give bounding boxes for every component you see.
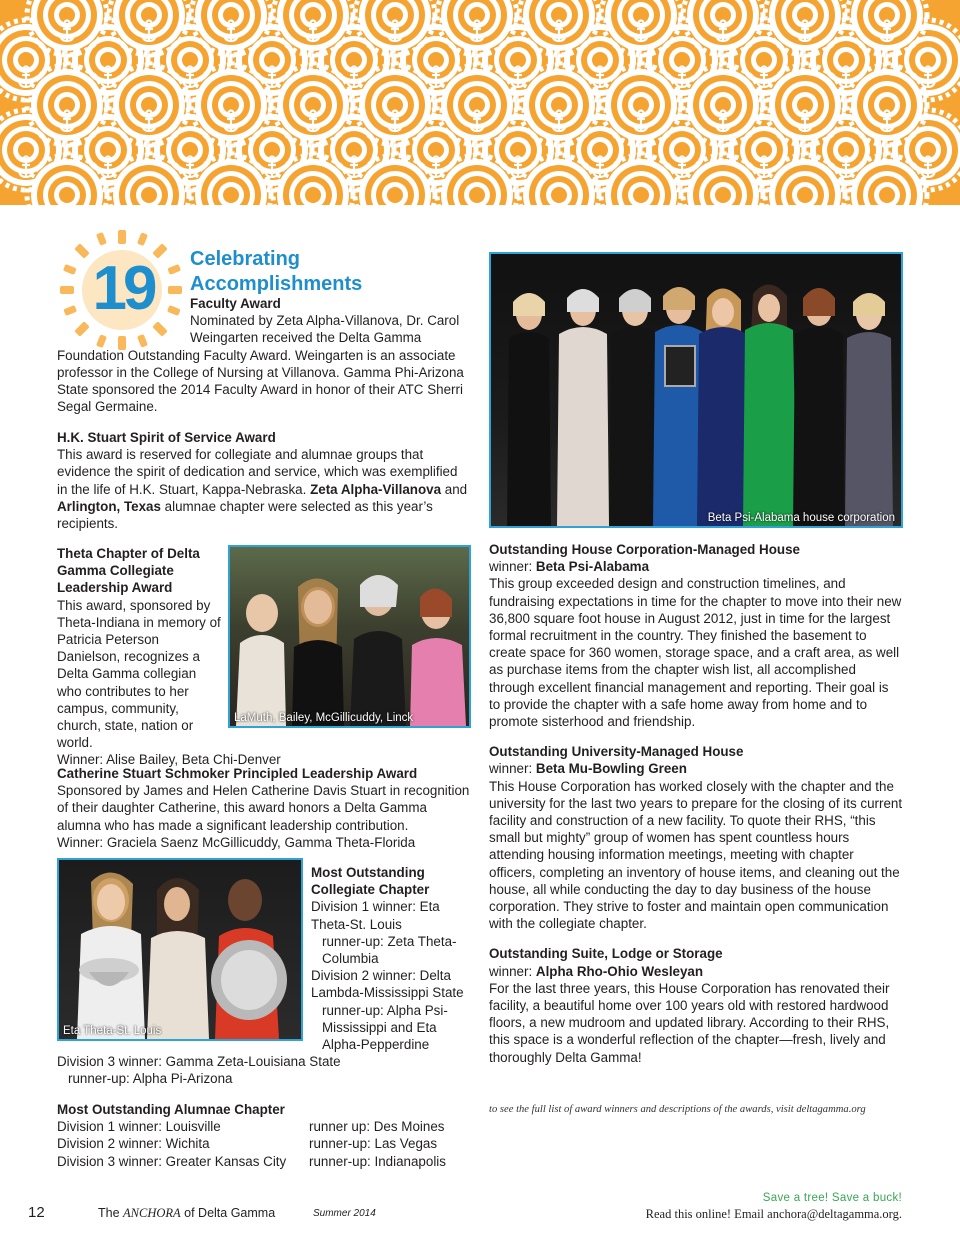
house-corp-winner-label: winner:: [489, 559, 533, 575]
collegiate-div3: Division 3 winner: Gamma Zeta-Louisiana State: [57, 1054, 341, 1069]
save-tree-text: Save a tree! Save a buck!: [762, 1192, 902, 1204]
catherine-award-section: [57, 765, 471, 851]
faculty-award-text: Foundation Outstanding Faculty Award. Weingarten is an associate professor in the College of Nursing at Villanova. Gamma Phi-Arizona State sponsored the 2014 Faculty Award in honor of their ATC Sherri Segal Germaine.: [57, 347, 464, 415]
catherine-award-winner: Winner: Graciela Saenz McGillicuddy, Gamma Theta-Florida: [57, 834, 416, 850]
hk-stuart-winner-2: Arlington, Texas: [57, 498, 161, 514]
alumnae-runner: runner-up: Las Vegas: [309, 1136, 438, 1152]
collegiate-div3-runner: runner-up: Alpha Pi-Arizona: [68, 1071, 233, 1087]
house-corporation-photo: [489, 252, 903, 528]
house-corporation-photo-caption: Beta Psi-Alabama house corporation: [707, 512, 895, 524]
collegiate-div1-runner: runner-up: Zeta Theta-Columbia: [322, 933, 457, 967]
hk-stuart-section: [57, 429, 471, 532]
catherine-award-heading: Catherine Stuart Schmoker Principled Leadership Award: [57, 766, 418, 781]
title-line-2: Accomplishments: [190, 273, 363, 295]
catherine-award-text: Sponsored by James and Helen Catherine Davis Stuart in recognition of their daughter Catherine, this award honors a Delta Gamma alumna who has made a significant leadership contribution.: [57, 783, 470, 833]
suite-section: [489, 945, 903, 1065]
house-corp-heading: Outstanding House Corporation-Managed House: [489, 542, 800, 557]
title-line-1: Celebrating: [190, 248, 301, 270]
publication-prefix: The: [98, 1206, 120, 1220]
page-title: [190, 247, 362, 297]
collegiate-chapter-section: [311, 864, 471, 1053]
university-winner: Beta Mu-Bowling Green: [535, 761, 687, 777]
alumnae-chapter-section: [57, 1101, 471, 1170]
alumnae-winner: Division 1 winner: Louisville: [57, 1119, 221, 1135]
university-winner-line: [489, 760, 903, 777]
read-online-link[interactable]: Read this online! Email anchora@deltagamma.org.: [645, 1207, 902, 1221]
alumnae-row: [57, 1153, 471, 1170]
alumnae-row: [57, 1135, 471, 1152]
suite-winner-label: winner:: [489, 963, 533, 979]
hk-stuart-heading: H.K. Stuart Spirit of Service Award: [57, 430, 276, 445]
collegiate-chapter-photo: [57, 858, 303, 1041]
group-photo-image: [230, 547, 469, 726]
collegiate-chapter-heading: Most Outstanding Collegiate Chapter: [311, 865, 430, 898]
group-award-photo-image: [491, 254, 901, 526]
faculty-award-text-indent: Nominated by Zeta Alpha-Villanova, Dr. Carol Weingarten received the Delta Gamma: [190, 313, 460, 346]
hk-stuart-winner-1: Zeta Alpha-Villanova: [310, 481, 442, 497]
decorative-banner: [0, 0, 960, 205]
theta-photo-caption: LaMuth, Bailey, McGillicuddy, Linck: [234, 712, 414, 724]
hk-stuart-tail: alumnae chapter were selected as this year’s recipients.: [57, 498, 433, 532]
suite-winner: Alpha Rho-Ohio Wesleyan: [535, 963, 704, 979]
full-list-note: to see the full list of award winners and descriptions of the awards, visit deltagamma.org: [489, 1104, 866, 1115]
alumnae-runner: runner up: Des Moines: [309, 1119, 445, 1135]
university-winner-label: winner:: [489, 761, 533, 777]
university-house-text: This House Corporation has worked closely with the chapter and the university for the last two years to prepare for the closing of its current facility and construction of a new facility. To quote their RHS, “this small but mighty” group of women has spent countless hours attending housing information meetings, meeting with chapter officers, completing an inventory of house items, and cleaning out the house, all while conducting the day to day business of the house corporation. They strive to foster and maintain open communication with the collegiate chapter.: [489, 778, 903, 932]
sun-anchor-pattern-icon: [0, 0, 960, 205]
house-corp-winner: Beta Psi-Alabama: [535, 559, 650, 575]
theta-award-winner: Winner: Alise Bailey, Beta Chi-Denver: [57, 752, 281, 768]
house-corp-winner-line: [489, 558, 903, 575]
faculty-award-heading: Faculty Award: [190, 296, 281, 311]
alumnae-chapter-heading: Most Outstanding Alumnae Chapter: [57, 1102, 285, 1117]
theta-award-photo: [228, 545, 471, 728]
collegiate-div1: Division 1 winner: Eta Theta-St. Louis: [311, 899, 440, 932]
collegiate-photo-caption: Eta Theta-St. Louis: [63, 1025, 162, 1037]
theta-award-text: This award, sponsored by Theta-Indiana in memory of Patricia Peterson Danielson, recognizes a Delta Gamma collegian who contributes to her campus, community, church, state, nation or world.: [57, 597, 221, 751]
winners-photo-image: [59, 860, 301, 1039]
alumnae-row: [57, 1118, 471, 1135]
university-house-heading: Outstanding University-Managed House: [489, 744, 744, 760]
issue-date: Summer 2014: [313, 1208, 376, 1219]
alumnae-winner: Division 3 winner: Greater Kansas City: [57, 1153, 287, 1169]
collegiate-div2: Division 2 winner: Delta Lambda-Mississippi State: [311, 968, 464, 1001]
alumnae-runner: runner-up: Indianapolis: [309, 1153, 446, 1169]
collegiate-div2-runner: runner-up: Alpha Psi-Mississippi and Eta Alpha-Pepperdine: [322, 1002, 448, 1053]
publication-name: [98, 1206, 275, 1221]
publication-suffix: of Delta Gamma: [184, 1206, 276, 1220]
hk-stuart-body: This award is reserved for collegiate and alumnae groups that evidence the spirit of dedication and service, which was exemplified in the life of H.K. Stuart, Kappa-Nebraska.: [57, 447, 458, 497]
university-house-section: [489, 743, 903, 932]
house-corp-section: [489, 541, 903, 730]
suite-heading: Outstanding Suite, Lodge or Storage: [489, 946, 723, 962]
page-number: 12: [28, 1204, 45, 1221]
suite-text: For the last three years, this House Corporation has renovated their facility, a beautiful home over 100 years old with restored hardwood floors, a new mudroom and updated library. According to their RHS, this space is a wonderful reflection of the chapter—fresh, lively and thoroughly Delta Gamma!: [489, 980, 890, 1065]
collegiate-div3-block: [57, 1053, 471, 1087]
hk-stuart-text: [57, 446, 471, 532]
house-corp-text: This group exceeded design and construction timelines, and fundraising expectations in time for the chapter to move into their new 36,800 square foot house in August 2012, just in time for the largest formal recruitment in the country. They finished the basement to create space for 360 women, storage space, and a craft area, as well as purchase items from the chapter wish list, all accomplished through excellent financial management and reporting. Their goal is to provide the chapter with a safe home away from home and to promote sisterhood and friendship.: [489, 576, 902, 730]
right-column: [489, 541, 903, 1079]
publication-title: ANCHORA: [123, 1206, 181, 1220]
badge-number: 19: [92, 254, 154, 323]
theta-award-heading: Theta Chapter of Delta Gamma Collegiate Leadership Award: [57, 546, 200, 596]
suite-winner-line: [489, 963, 903, 980]
hk-stuart-and: and: [444, 481, 468, 497]
alumnae-winner: Division 2 winner: Wichita: [57, 1136, 210, 1152]
faculty-award-section: [57, 295, 471, 415]
